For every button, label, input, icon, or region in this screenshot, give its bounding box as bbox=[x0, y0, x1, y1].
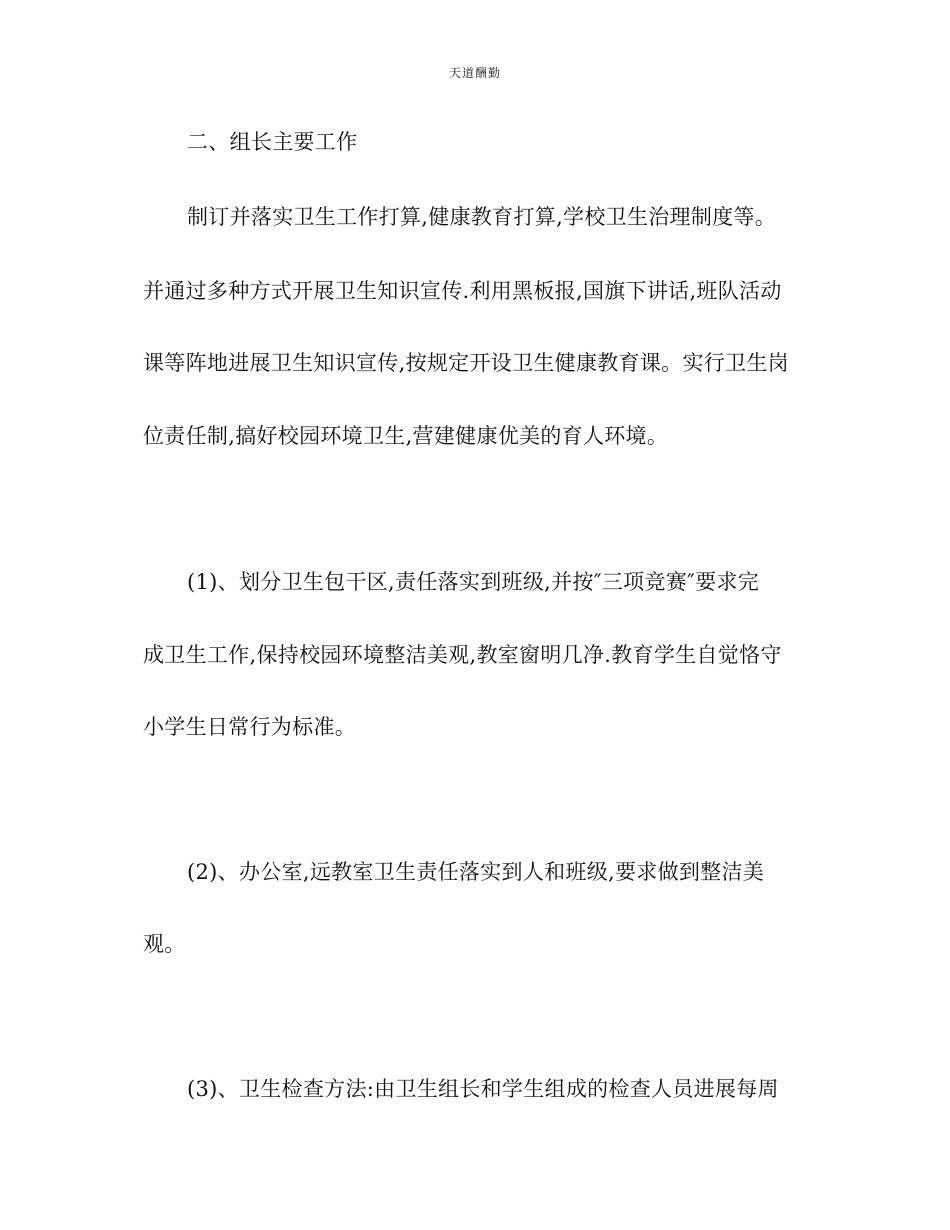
paragraph-line: 制订并落实卫生工作打算,健康教育打算,学校卫生治理制度等。 bbox=[187, 205, 777, 229]
paragraph-line: (3)、卫生检查方法:由卫生组长和学生组成的检查人员进展每周 bbox=[187, 1077, 779, 1101]
paragraph-line: 小学生日常行为标准。 bbox=[143, 715, 356, 739]
paragraph-line: 并通过多种方式开展卫生知识宣传.利用黑板报,国旗下讲话,班队活动 bbox=[143, 279, 782, 303]
paragraph-line: 课等阵地进展卫生知识宣传,按规定开设卫生健康教育课。实行卫生岗 bbox=[143, 351, 789, 375]
paragraph-line: 成卫生工作,保持校园环境整洁美观,教室窗明几净.教育学生自觉恪守 bbox=[143, 643, 782, 667]
paragraph-line: (1)、划分卫生包干区,责任落实到班级,并按″三项竞赛″要求完 bbox=[187, 570, 760, 594]
paragraph-line: 观。 bbox=[143, 932, 186, 956]
section-heading: 二、组长主要工作 bbox=[187, 130, 358, 154]
page-header: 天道酬勤 bbox=[448, 66, 501, 80]
paragraph-line: 位责任制,搞好校园环境卫生,营建健康优美的育人环境。 bbox=[143, 424, 669, 448]
paragraph-line: (2)、办公室,远教室卫生责任落实到人和班级,要求做到整洁美 bbox=[187, 860, 765, 884]
